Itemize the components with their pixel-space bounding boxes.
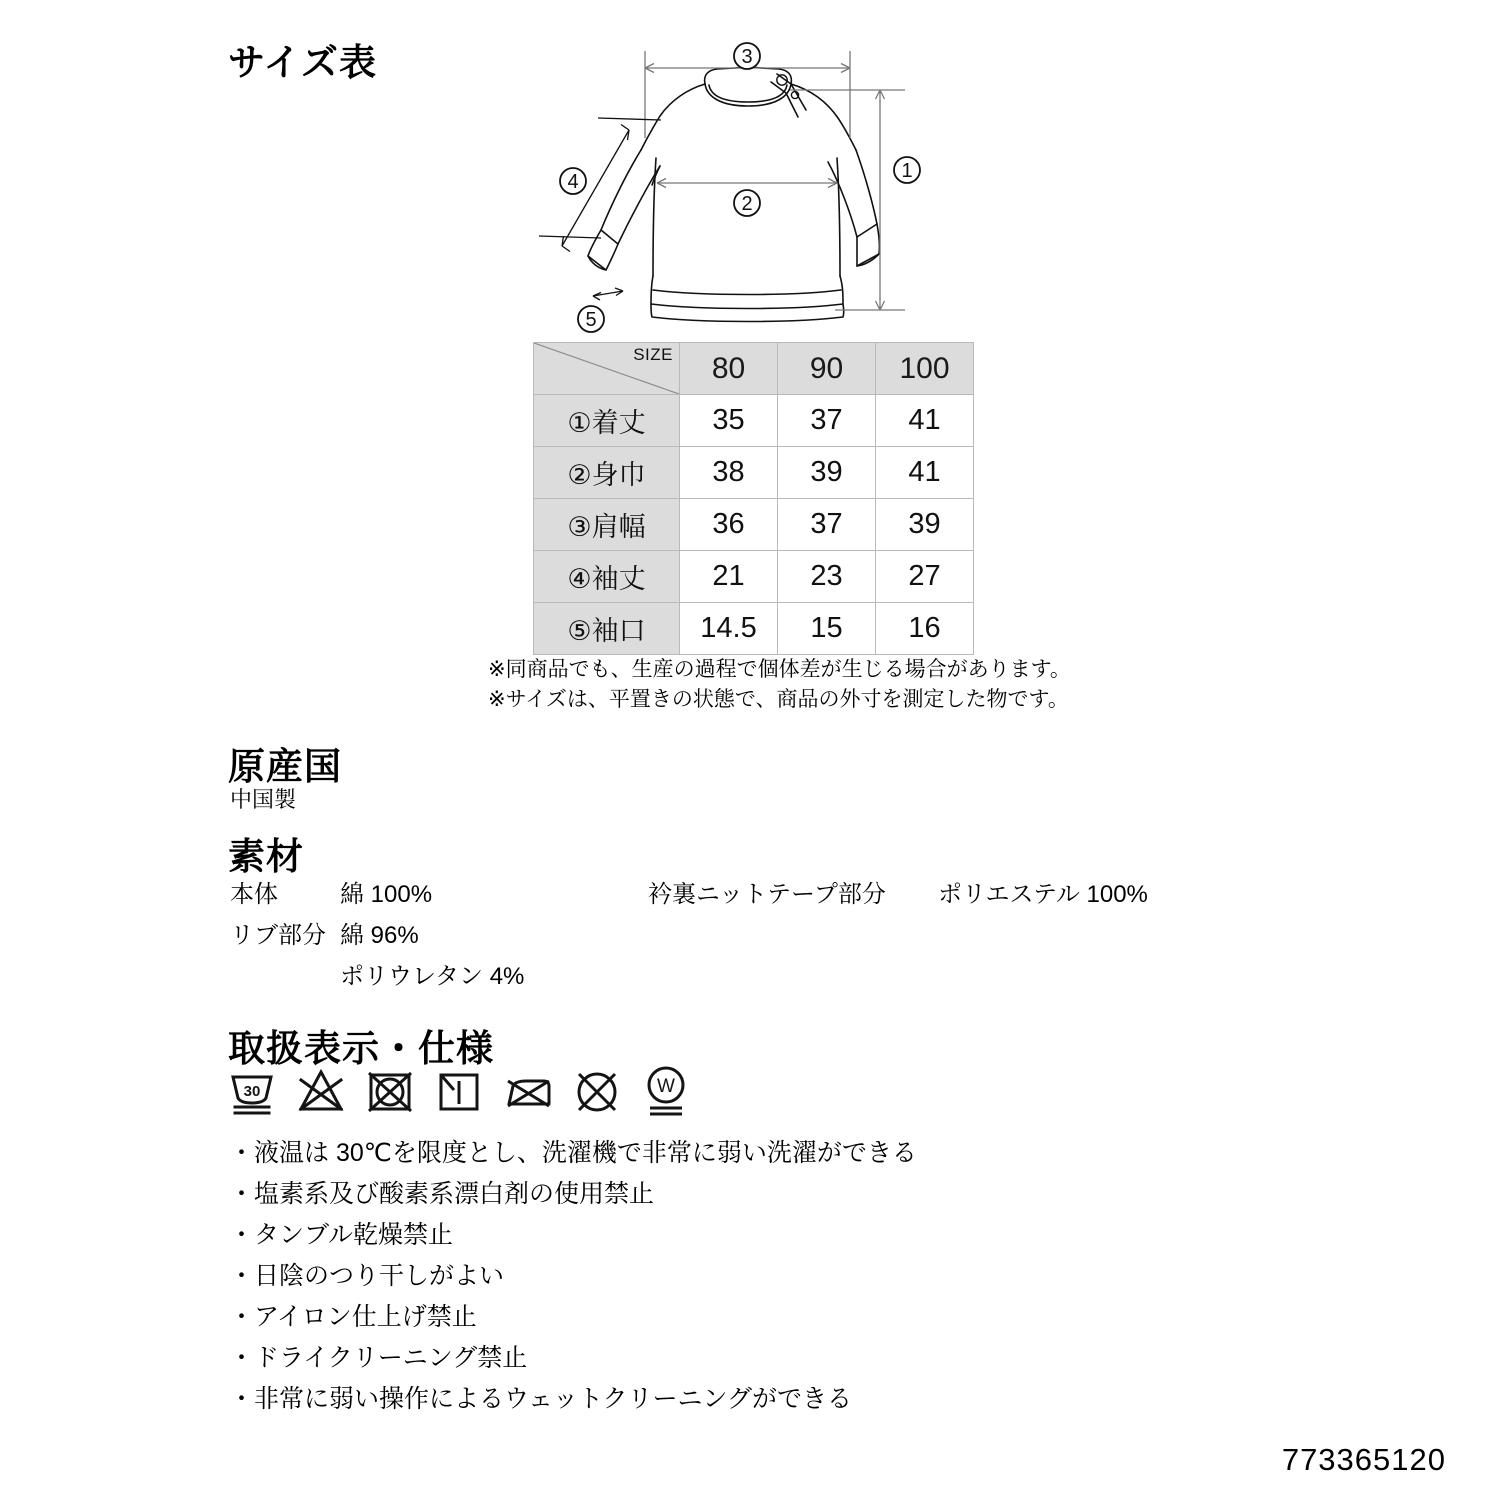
do-not-dryclean-icon (573, 1068, 621, 1116)
cell-shoulder-80: 36 (680, 499, 778, 551)
svg-text:2: 2 (741, 193, 753, 215)
size-header-90: 90 (778, 343, 876, 395)
wet-clean-very-gentle-icon (642, 1066, 690, 1116)
material-composition-3: ポリウレタン 4% (340, 963, 525, 990)
care-instruction-5: ・アイロン仕上げ禁止 (229, 1303, 477, 1331)
row-label-length: ①着丈 (534, 395, 680, 447)
cell-cuff-100: 16 (876, 603, 974, 655)
care-instruction-7: ・非常に弱い操作によるウェットクリーニングができる (229, 1385, 853, 1413)
svg-text:W: W (657, 1076, 675, 1097)
svg-text:1: 1 (901, 160, 913, 182)
care-title: 取扱表示・仕様 (228, 1028, 494, 1069)
cell-sleeve-90: 23 (778, 551, 876, 603)
cell-shoulder-90: 37 (778, 499, 876, 551)
cell-width-90: 39 (778, 447, 876, 499)
drip-dry-in-shade-icon (435, 1068, 483, 1116)
cell-cuff-90: 15 (778, 603, 876, 655)
table-row (534, 447, 974, 499)
table-row (534, 551, 974, 603)
table-row (534, 499, 974, 551)
origin-value: 中国製 (230, 787, 297, 812)
cell-length-100: 41 (876, 395, 974, 447)
cell-sleeve-100: 27 (876, 551, 974, 603)
material-part-1: 本体 (230, 881, 278, 908)
material-secondary-composition-1: ポリエステル 100% (938, 881, 1148, 908)
row-label-shoulder: ③肩幅 (534, 499, 680, 551)
table-row (534, 603, 974, 655)
cell-cuff-80: 14.5 (680, 603, 778, 655)
svg-text:4: 4 (567, 171, 579, 193)
row-label-cuff: ⑤袖口 (534, 603, 680, 655)
size-note-1: ※同商品でも、生産の過程で個体差が生じる場合があります。 (488, 658, 1071, 681)
table-row (534, 395, 974, 447)
care-instruction-2: ・塩素系及び酸素系漂白剤の使用禁止 (229, 1180, 655, 1208)
care-instruction-6: ・ドライクリーニング禁止 (229, 1344, 528, 1372)
care-instruction-4: ・日陰のつり干しがよい (229, 1262, 505, 1290)
size-column-label: SIZE (633, 345, 673, 364)
do-not-tumble-dry-icon (366, 1068, 414, 1116)
cell-width-80: 38 (680, 447, 778, 499)
size-note-2: ※サイズは、平置きの状態で、商品の外寸を測定した物です。 (488, 688, 1069, 711)
size-header-80: 80 (680, 343, 778, 395)
material-part-2: リブ部分 (230, 922, 326, 949)
svg-text:5: 5 (585, 309, 597, 331)
sweatshirt-diagram (505, 38, 935, 338)
size-chart-title: サイズ表 (228, 42, 378, 83)
cell-sleeve-80: 21 (680, 551, 778, 603)
do-not-bleach-icon (297, 1068, 345, 1116)
size-table-header-row (534, 343, 974, 395)
row-label-width: ②身巾 (534, 447, 680, 499)
material-composition-1: 綿 100% (340, 881, 433, 908)
svg-text:30: 30 (243, 1083, 261, 1100)
material-secondary-part-1: 衿裏ニットテープ部分 (648, 881, 886, 908)
size-table-corner-cell (534, 343, 680, 395)
cell-shoulder-100: 39 (876, 499, 974, 551)
origin-title: 原産国 (228, 746, 342, 787)
cell-length-90: 37 (778, 395, 876, 447)
cell-length-80: 35 (680, 395, 778, 447)
svg-text:3: 3 (741, 46, 753, 68)
product-code: 773365120 (1281, 1442, 1446, 1477)
size-header-100: 100 (876, 343, 974, 395)
care-symbol-row (228, 1066, 690, 1116)
care-instruction-3: ・タンブル乾燥禁止 (229, 1221, 454, 1249)
care-instruction-1: ・液温は 30℃を限度とし、洗濯機で非常に弱い洗濯ができる (229, 1139, 917, 1167)
do-not-iron-icon (504, 1068, 552, 1116)
size-table (533, 342, 974, 655)
material-composition-2: 綿 96% (340, 922, 419, 949)
machine-wash-30-very-gentle-icon (228, 1068, 276, 1116)
cell-width-100: 41 (876, 447, 974, 499)
material-title: 素材 (228, 836, 304, 877)
row-label-sleeve: ④袖丈 (534, 551, 680, 603)
